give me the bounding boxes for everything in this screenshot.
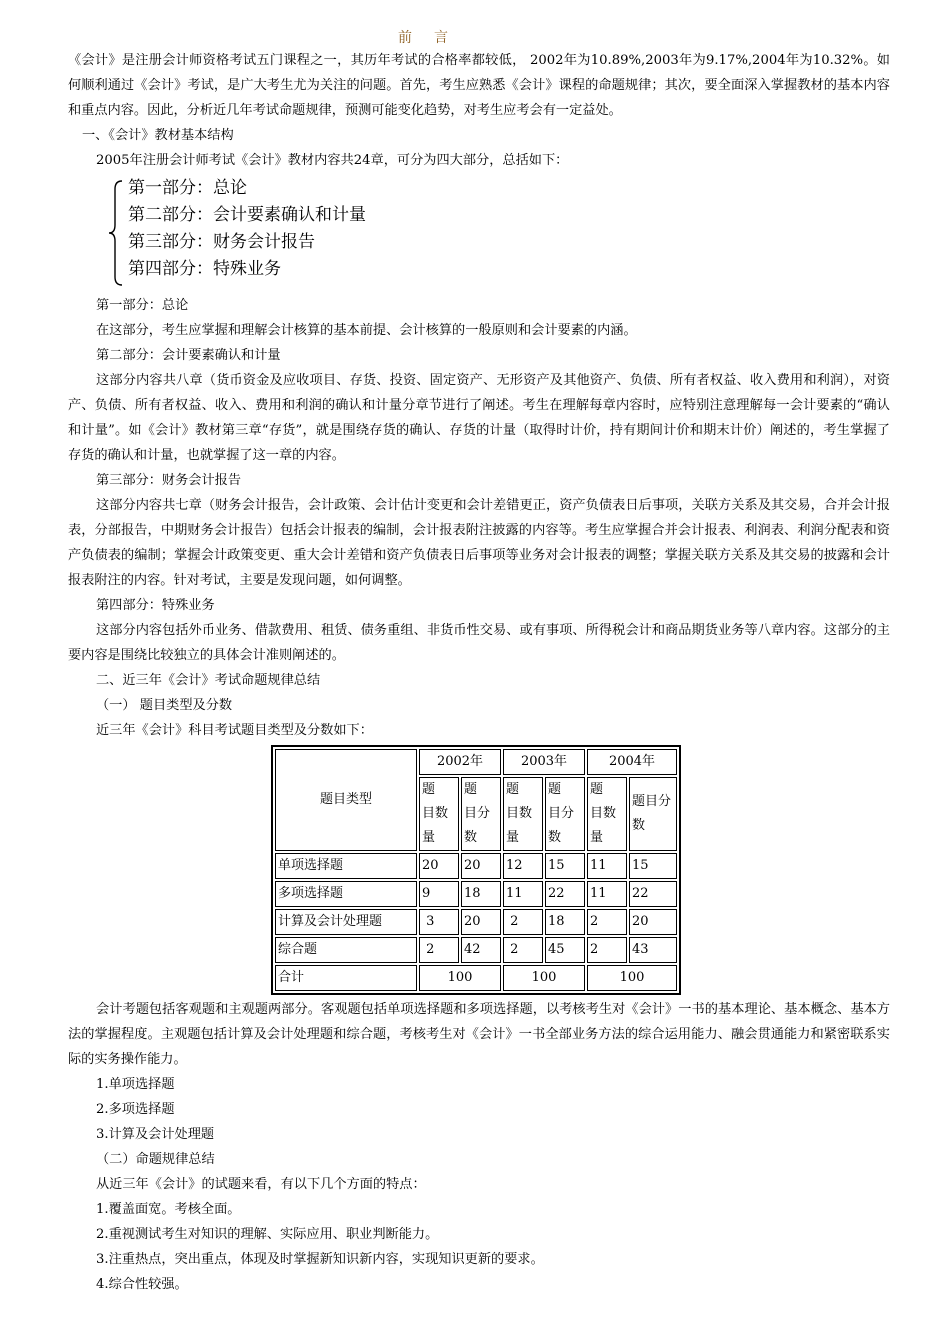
table-cell-type: 多项选择题 bbox=[275, 881, 417, 907]
table-cell-type: 计算及会计处理题 bbox=[275, 909, 417, 935]
table-subheader-score: 题 目分数 bbox=[461, 777, 501, 851]
table-total-row bbox=[275, 965, 677, 991]
after-table-paragraph: 会计考题包括客观题和主观题两部分。客观题包括单项选择题和多项选择题，以考核考生对《会计》一书的基本理论、基本概念、基本方法的掌握程度。主观题包括计算及会计处理题和综合题，考核考生对《会计》一书全部业务方法的综合运用能力、融会贯通能力和紧密联系实际的实务操作能力。 bbox=[68, 1002, 890, 1067]
table-cell: 11 bbox=[587, 853, 627, 879]
section1-heading: 一、《会计》教材基本结构 bbox=[82, 128, 234, 143]
list-item: 3.注重热点，突出重点，体现及时掌握新知识新内容，实现知识更新的要求。 bbox=[96, 1252, 544, 1267]
list-item: 1.覆盖面宽。考核全面。 bbox=[96, 1202, 241, 1217]
list-item: 2.重视测试考生对知识的理解、实际应用、职业判断能力。 bbox=[96, 1227, 439, 1242]
table-cell: 15 bbox=[629, 853, 677, 879]
table-cell: 11 bbox=[587, 881, 627, 907]
table-cell: 2 bbox=[587, 909, 627, 935]
table-cell: 22 bbox=[545, 881, 585, 907]
part4-body: 这部分内容包括外币业务、借款费用、租赁、债务重组、非货币性交易、或有事项、所得税会计和商品期货业务等八章内容。这部分的主要内容是围绕比较独立的具体会计准则阐述的。 bbox=[68, 623, 890, 663]
part4-title: 第四部分：特殊业务 bbox=[96, 598, 215, 613]
page-title: 前言 bbox=[398, 30, 470, 46]
table-header-year-2002: 2002年 bbox=[419, 749, 501, 775]
table-row bbox=[275, 881, 677, 907]
part-item-4: 第四部分：特殊业务 bbox=[128, 259, 281, 279]
table-header-year-2004: 2004年 bbox=[587, 749, 677, 775]
section2-sub2: （二）命题规律总结 bbox=[96, 1152, 215, 1167]
table-cell: 18 bbox=[461, 881, 501, 907]
table-cell-total: 100 bbox=[419, 965, 501, 991]
table-row bbox=[275, 853, 677, 879]
table-cell: 18 bbox=[545, 909, 585, 935]
table-subheader-score: 题 目分数 bbox=[545, 777, 585, 851]
table-intro: 近三年《会计》科目考试题目类型及分数如下： bbox=[96, 723, 373, 738]
part1-body: 在这部分，考生应掌握和理解会计核算的基本前提、会计核算的一般原则和会计要素的内涵。 bbox=[96, 323, 637, 338]
table-row bbox=[275, 937, 677, 963]
section2-heading: 二、近三年《会计》考试命题规律总结 bbox=[96, 673, 321, 688]
list-item: 1.单项选择题 bbox=[96, 1077, 175, 1092]
section2-sub2-intro: 从近三年《会计》的试题来看，有以下几个方面的特点： bbox=[96, 1177, 426, 1192]
table-cell-total-label: 合计 bbox=[275, 965, 417, 991]
table-cell: 20 bbox=[629, 909, 677, 935]
table-cell-total: 100 bbox=[503, 965, 585, 991]
table-cell: 45 bbox=[545, 937, 585, 963]
exam-score-table bbox=[271, 745, 681, 995]
table-cell: 20 bbox=[461, 909, 501, 935]
table-header-year-2003: 2003年 bbox=[503, 749, 585, 775]
document-page bbox=[68, 28, 890, 1297]
table-cell-total: 100 bbox=[587, 965, 677, 991]
table-cell: 2 bbox=[503, 937, 543, 963]
part1-title: 第一部分：总论 bbox=[96, 298, 189, 313]
part3-title: 第三部分：财务会计报告 bbox=[96, 473, 242, 488]
table-cell: 20 bbox=[461, 853, 501, 879]
part2-body: 这部分内容共八章（货币资金及应收项目、存货、投资、固定资产、无形资产及其他资产、负债、所有者权益、收入费用和利润），对资产、负债、所有者权益、收入、费用和利润的确认和计量分章节进行了阐述。考生在理解每章内容时，应特别注意理解每一会计要素的“确认和计量”。如《会计》教材第三章“存货”，就是围绕存货的确认、存货的计量（取得时计价，持有期间计价和期末计价）阐述的，考生掌握了存货的确认和计量，也就掌握了这一章的内容。 bbox=[68, 373, 890, 463]
table-cell: 20 bbox=[419, 853, 459, 879]
section1-intro: 2005年注册会计师考试《会计》教材内容共24章，可分为四大部分，总括如下： bbox=[96, 153, 569, 168]
part-item-3: 第三部分：财务会计报告 bbox=[128, 232, 315, 252]
table-subheader-count: 题 目数量 bbox=[503, 777, 543, 851]
table-cell: 43 bbox=[629, 937, 677, 963]
table-cell-type: 单项选择题 bbox=[275, 853, 417, 879]
table-cell-type: 综合题 bbox=[275, 937, 417, 963]
table-cell: 2 bbox=[587, 937, 627, 963]
list-item: 3.计算及会计处理题 bbox=[96, 1127, 215, 1142]
table-subheader-count: 题 目数量 bbox=[419, 777, 459, 851]
section2-sub1: （一） 题目类型及分数 bbox=[96, 698, 233, 713]
list-item: 4.综合性较强。 bbox=[96, 1277, 188, 1292]
parts-summary bbox=[108, 175, 890, 293]
table-header-type: 题目类型 bbox=[275, 749, 417, 851]
part-item-2: 第二部分：会计要素确认和计量 bbox=[128, 205, 366, 225]
part3-body: 这部分内容共七章（财务会计报告，会计政策、会计估计变更和会计差错更正，资产负债表日后事项，关联方关系及其交易，合并会计报表，分部报告，中期财务会计报告）包括会计报表的编制，会计报表附注披露的内容等。考生应掌握合并会计报表、利润表、利润分配表和资产负债表的编制；掌握会计政策变更、重大会计差错和资产负债表日后事项等业务对会计报表的调整；掌握关联方关系及其交易的披露和会计报表附注的内容。针对考试，主要是发现问题，如何调整。 bbox=[68, 498, 890, 588]
list-item: 2.多项选择题 bbox=[96, 1102, 175, 1117]
table-cell: 2 bbox=[503, 909, 543, 935]
part2-title: 第二部分：会计要素确认和计量 bbox=[96, 348, 281, 363]
table-cell: 22 bbox=[629, 881, 677, 907]
table-cell: 15 bbox=[545, 853, 585, 879]
table-cell: 3 bbox=[419, 909, 459, 935]
table-cell: 11 bbox=[503, 881, 543, 907]
part-item-1: 第一部分：总论 bbox=[128, 178, 247, 198]
table-subheader-score: 题目分数 bbox=[629, 777, 677, 851]
table-subheader-count: 题 目数量 bbox=[587, 777, 627, 851]
table-cell: 2 bbox=[419, 937, 459, 963]
table-cell: 12 bbox=[503, 853, 543, 879]
brace-icon bbox=[108, 179, 124, 287]
table-cell: 9 bbox=[419, 881, 459, 907]
intro-paragraph: 《会计》是注册会计师资格考试五门课程之一，其历年考试的合格率都较低， 2002年为10.89%,2003年为9.17%,2004年为10.32%。如何顺利通过《会计》考试，是广大考生尤为关注的问题。首先，考生应熟悉《会计》课程的命题规律；其次，要全面深入掌握教材的基本内容和重点内容。因此，分析近几年考试命题规律，预测可能变化趋势，对考生应考会有一定益处。 bbox=[68, 53, 890, 118]
table-row bbox=[275, 909, 677, 935]
table-cell: 42 bbox=[461, 937, 501, 963]
